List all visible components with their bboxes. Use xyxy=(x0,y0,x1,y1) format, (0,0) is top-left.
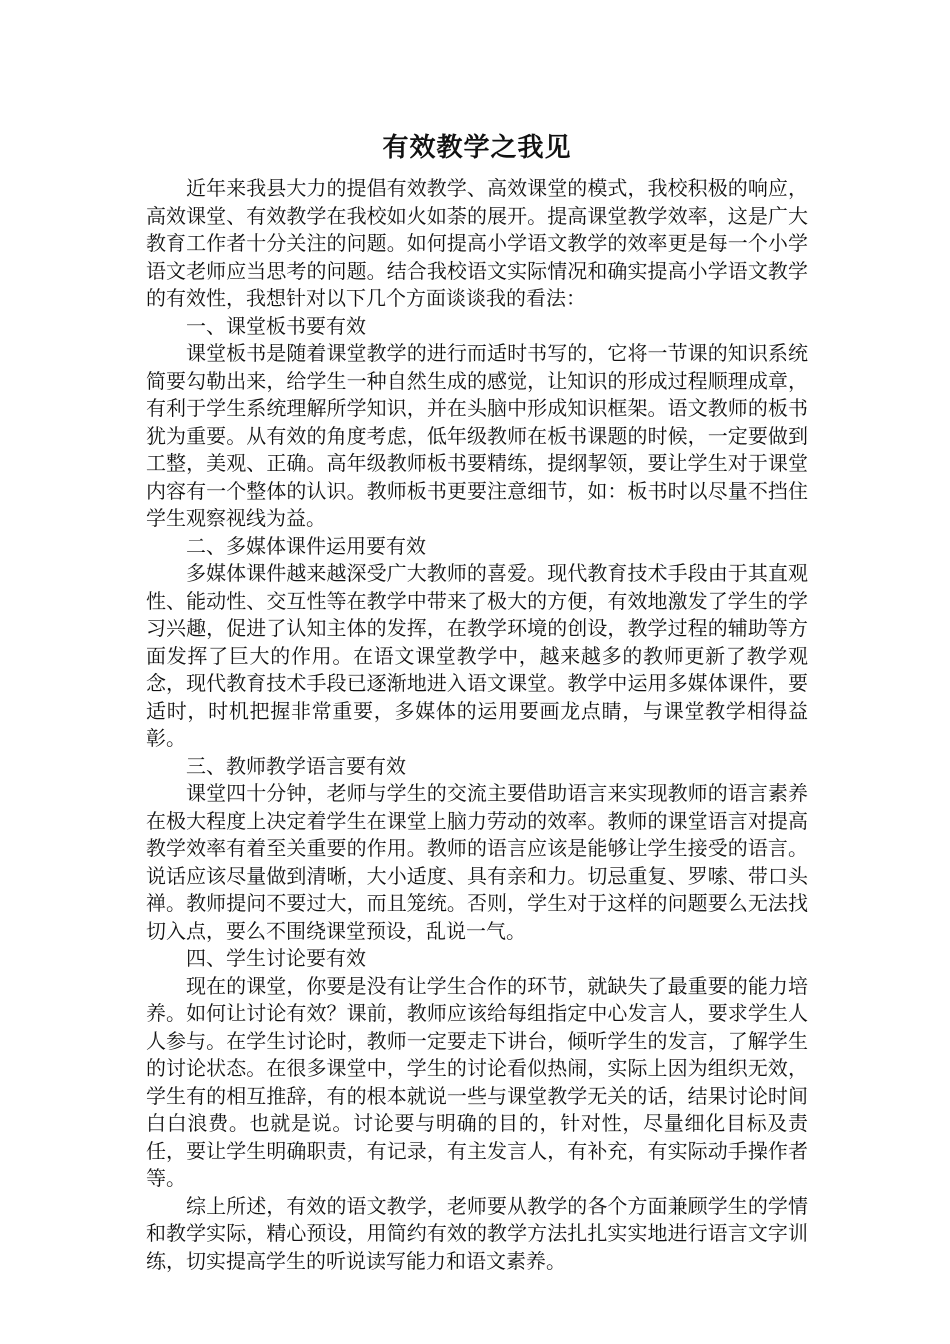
section-2-body: 多媒体课件越来越深受广大教师的喜爱。现代教育技术手段由于其直观性、能动性、交互性等在教学中带来了极大的方便，有效地激发了学生的学习兴趣，促进了认知主体的发挥，在教学环境的创设，教学过程的辅助等方面发挥了巨大的作用。在语文课堂教学中，越来越多的教师更新了教学观念，现代教育技术手段已逐渐地进入语文课堂。教学中运用多媒体课件，要适时，时机把握非常重要，多媒体的运用要画龙点睛，与课堂教学相得益彰。 xyxy=(146,561,808,750)
section-3-body: 课堂四十分钟，老师与学生的交流主要借助语言来实现教师的语言素养在极大程度上决定着学生在课堂上脑力劳动的效率。教师的课堂语言对提高教学效率有着至关重要的作用。教师的语言应该是能够让学生接受的语言。说话应该尽量做到清晰，大小适度、具有亲和力。切忌重复、罗嗦、带口头禅。教师提问不要过大，而且笼统。否则，学生对于这样的问题要么无法找切入点，要么不围绕课堂预设，乱说一气。 xyxy=(146,781,808,943)
section-4-heading: 四、学生讨论要有效 xyxy=(186,946,366,970)
section-3-heading: 三、教师教学语言要有效 xyxy=(186,753,406,778)
section-4-body: 现在的课堂，你要是没有让学生合作的环节，就缺失了最重要的能力培养。如何让讨论有效？课前，教师应该给每组指定中心发言人，要求学生人人参与。在学生讨论时，教师一定要走下讲台，倾听学生的发言，了解学生的讨论状态。在很多课堂中，学生的讨论看似热闹，实际上因为组织无效，学生有的相互推辞，有的根本就说一些与课堂教学无关的话，结果讨论时间白白浪费。也就是说。讨论要与明确的目的，针对性，尽量细化目标及责任，要让学生明确职责，有记录，有主发言人，有补充，有实际动手操作者等。 xyxy=(146,973,808,1190)
document-title: 有效教学之我见 xyxy=(382,133,572,163)
intro-paragraph: 近年来我县大力的提倡有效教学、高效课堂的模式，我校积极的响应，高效课堂、有效教学在我校如火如荼的展开。提高课堂教学效率，这是广大教育工作者十分关注的问题。如何提高小学语文教学的效率更是每一个小学语文老师应当思考的问题。结合我校语文实际情况和确实提高小学语文教学的有效性，我想针对以下几个方面谈谈我的看法： xyxy=(146,176,808,310)
document-page xyxy=(146,128,808,1275)
section-1-heading: 一、课堂板书要有效 xyxy=(186,313,366,338)
section-1-body: 课堂板书是随着课堂教学的进行而适时书写的，它将一节课的知识系统简要勾勒出来，给学生一种自然生成的感觉，让知识的形成过程顺理成章，有利于学生系统理解所学知识，并在头脑中形成知识框架。语文教师的板书犹为重要。从有效的角度考虑，低年级教师在板书课题的时候，一定要做到工整，美观、正确。高年级教师板书要精练，提纲挈领，要让学生对于课堂内容有一个整体的认识。教师板书更要注意细节，如：板书时以尽量不挡住学生观察视线为益。 xyxy=(146,341,808,530)
conclusion-paragraph: 综上所述，有效的语文教学，老师要从教学的各个方面兼顾学生的学情和教学实际，精心预设，用简约有效的教学方法扎扎实实地进行语言文字训练，切实提高学生的听说读写能力和语文素养。 xyxy=(146,1193,808,1273)
section-2-heading: 二、多媒体课件运用要有效 xyxy=(186,533,426,558)
